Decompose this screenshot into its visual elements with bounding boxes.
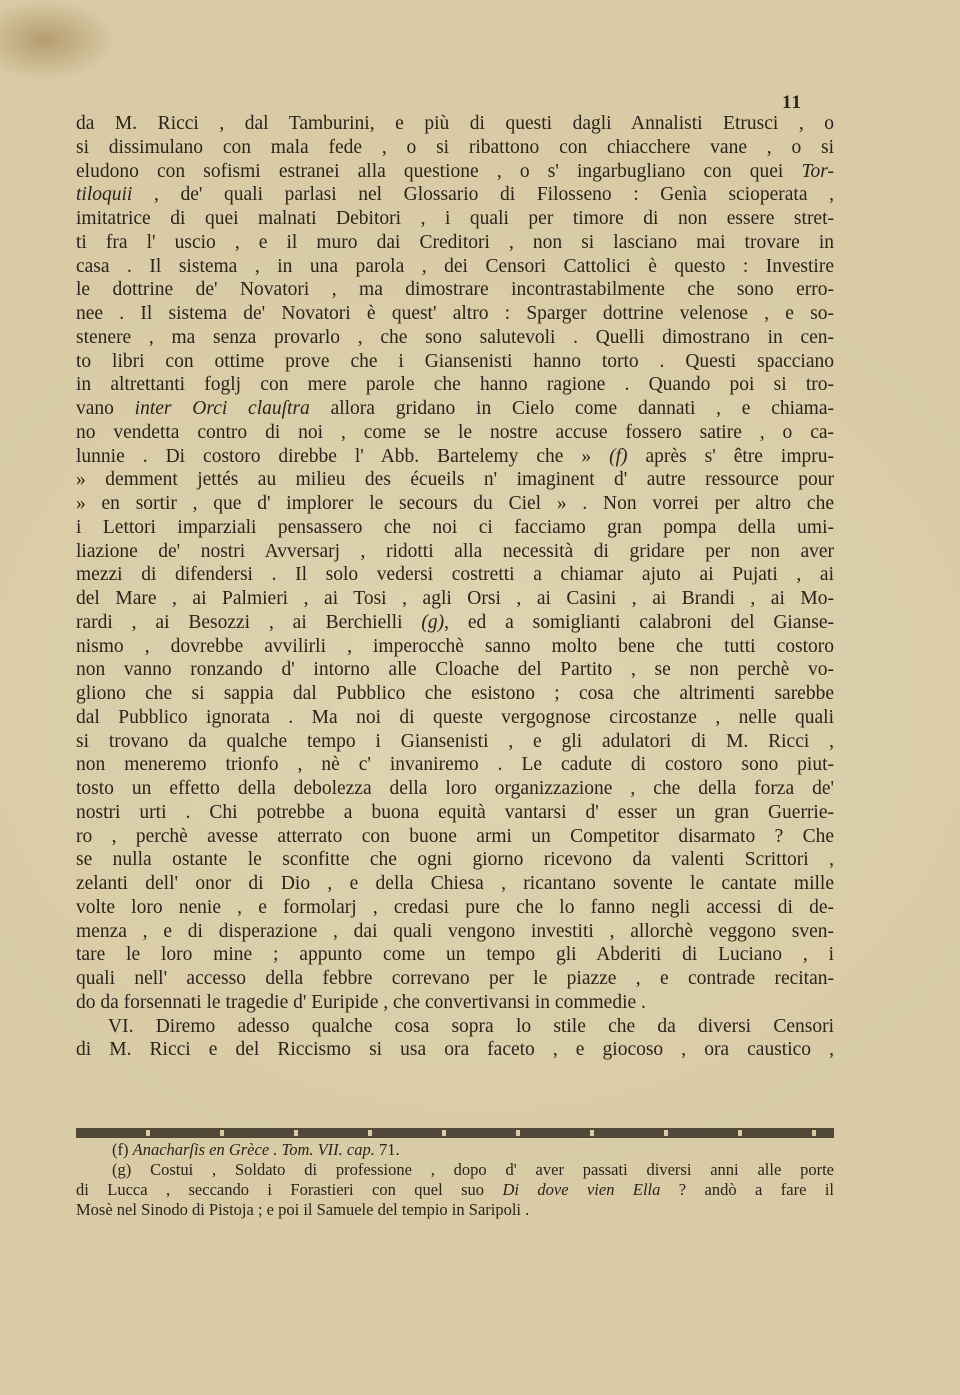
text-line: nee . Il sistema de' Novatori è quest' altro : Sparger dottrine velenose , e so-: [76, 303, 834, 324]
footnote-text: di Lucca , seccando i Forastieri con quel suo: [76, 1180, 485, 1199]
text-line: to libri con ottime prove che i Giansenisti hanno torto . Questi spacciano: [76, 350, 834, 372]
text-line: quali nell' accesso della febbre correvano per le piazze , e contrade recitan-: [76, 968, 834, 989]
footnote-text: 71.: [379, 1140, 400, 1159]
footnote-text: Costui , Soldato di professione , dopo d' aver passati diversi anni alle porte: [150, 1160, 835, 1179]
text-line: si trovano da qualche tempo i Giansenisti , e gli adulatori di M. Ricci ,: [76, 730, 834, 752]
text-line: in altrettanti foglj con mere parole che hanno ragione . Quando poi si tro-: [76, 374, 834, 396]
text-line: [76, 445, 834, 469]
footnotes: [76, 1140, 834, 1220]
text-line: se nulla ostante le sconfitte che ogni giorno ricevono da valenti Scrittori ,: [76, 849, 834, 871]
section-start-line: VI. Diremo adesso qualche cosa sopra lo stile che da diversi Censori: [108, 1015, 834, 1037]
text-line: ti fra l' uscio , e il muro dai Creditori , non si lasciano mai trovare in: [76, 231, 834, 253]
text-line: ro , perchè avesse atterrato con buone armi un Competitor disarmato ? Che: [76, 825, 834, 847]
text-line: » en sortir , que d' implorer le secours du Ciel » . Non vorrei per altro che: [76, 493, 834, 514]
footnote-g-line: [76, 1180, 834, 1200]
text-line: imitatrice di quei malnati Debitori , i quali per timore di non essere stret-: [76, 208, 834, 229]
italic-term: tiloquii: [76, 184, 133, 206]
text-line: » demment jettés au milieu des écueils n' imaginent d' autre ressource pour: [76, 469, 834, 491]
text-line: [76, 397, 834, 421]
text-line: tosto un effetto della debolezza della loro organizzazione , che della forza de': [76, 778, 834, 799]
text-line: da M. Ricci , dal Tamburini, e più di questi dagli Annalisti Etrusci , o: [76, 113, 834, 134]
text-line: volte loro nenie , e formolarj , credasi pure che lo fanno negli accessi di de-: [76, 896, 834, 918]
text-line: menza , e di disperazione , dai quali vengono investiti , allorchè veggono sven-: [76, 920, 834, 942]
text-segment: , de' quali parlasi nel Glossario di Filosseno : Genìa scioperata ,: [153, 184, 834, 206]
text-line: di M. Ricci e del Riccismo si usa ora faceto , e giocoso , ora caustico ,: [76, 1039, 834, 1061]
text-segment: , ed a somiglianti calabroni del Gianse-: [444, 611, 834, 633]
body-text: [76, 112, 834, 1062]
text-line: stenere , ma senza provarlo , che sono salutevoli . Quelli dimostrano in cen-: [76, 326, 834, 348]
text-line: liazione de' nostri Avversarj , ridotti alla necessità di gridare per non aver: [76, 540, 834, 562]
text-line: del Mare , ai Palmieri , ai Tosi , agli Orsi , ai Casini , ai Brandi , ai Mo-: [76, 588, 834, 609]
text-segment: eludono con sofismi estranei alla questione , o s' ingarbugliano con quei: [76, 160, 784, 182]
text-line: no vendetta contro di noi , come se le nostre accuse fossero satire , o ca-: [76, 421, 834, 443]
text-segment: après s' être impru-: [645, 445, 835, 467]
footnote-ref-g[interactable]: (g): [421, 611, 445, 633]
footnote-ref-f[interactable]: (f): [609, 445, 628, 467]
text-line: casa . Il sistema , in una parola , dei Censori Cattolici è questo : Investire: [76, 255, 834, 277]
text-line: le dottrine de' Novatori , ma dimostrare incontrastabilmente che sono erro-: [76, 279, 834, 301]
italic-term: Tor-: [801, 160, 834, 182]
text-line: nostri urti . Chi potrebbe a buona equità vantarsi d' esser un gran Guerrie-: [76, 801, 834, 823]
footnote-text: ? andò a fare il: [678, 1180, 834, 1199]
footnote-marker: (f): [112, 1140, 129, 1159]
footnote-marker: (g): [112, 1160, 132, 1179]
footnote-f: [76, 1140, 834, 1160]
text-line: mezzi di difendersi . Il solo vedersi costretti a chiamar ajuto ai Pujati , ai: [76, 564, 834, 586]
text-line: [76, 611, 834, 635]
footnote-title: Anacharſis en Grèce . Tom. VII. cap.: [132, 1140, 375, 1159]
text-line: non meneremo trionfo , nè c' invaniremo . Le cadute di costoro sono piut-: [76, 754, 834, 776]
text-line: [76, 183, 834, 207]
page-number: 11: [782, 92, 802, 113]
text-line: i Lettori imparziali pensassero che noi ci facciamo gran pompa della umi-: [76, 516, 834, 538]
footnote-g: [76, 1160, 834, 1180]
text-segment: vano: [76, 398, 114, 419]
footnote-g-line: Mosè nel Sinodo di Pistoja ; e poi il Samuele del tempio in Saripoli .: [76, 1200, 530, 1219]
italic-quote: inter Orci clauſtra: [134, 398, 310, 419]
text-line: gliono che si sappia dal Pubblico che esistono ; cosa che altrimenti sarebbe: [76, 683, 834, 704]
footnote-separator-rule: [76, 1128, 834, 1138]
text-line: si dissimulano con mala fede , o si ribattono con chiacchere vane , o si: [76, 136, 834, 158]
text-segment: rardi , ai Besozzi , ai Berchielli: [76, 611, 403, 633]
footnote-italic: Di dove vien Ella: [502, 1180, 661, 1199]
text-line: non vanno ronzando d' intorno alle Cloache del Partito , se non perchè vo-: [76, 659, 834, 681]
text-segment: allora gridano in Cielo come dannati , e chiama-: [330, 398, 834, 419]
text-line: tare le loro mine ; appunto come un tempo gli Abderiti di Luciano , i: [76, 944, 834, 966]
text-line: [76, 160, 834, 184]
text-line: do da forsennati le tragedie d' Euripide , che convertivansi in commedie .: [76, 991, 646, 1013]
text-line: dal Pubblico ignorata . Ma noi di queste vergognose circostanze , nelle quali: [76, 706, 834, 728]
text-line: zelanti dell' onor di Dio , e della Chiesa , ricantano sovente le cantate mille: [76, 873, 834, 894]
text-line: nismo , dovrebbe avvilirli , imperocchè sanno molto bene che tutti costoro: [76, 635, 834, 657]
text-segment: lunnie . Di costoro direbbe l' Abb. Bartelemy che »: [76, 445, 592, 467]
